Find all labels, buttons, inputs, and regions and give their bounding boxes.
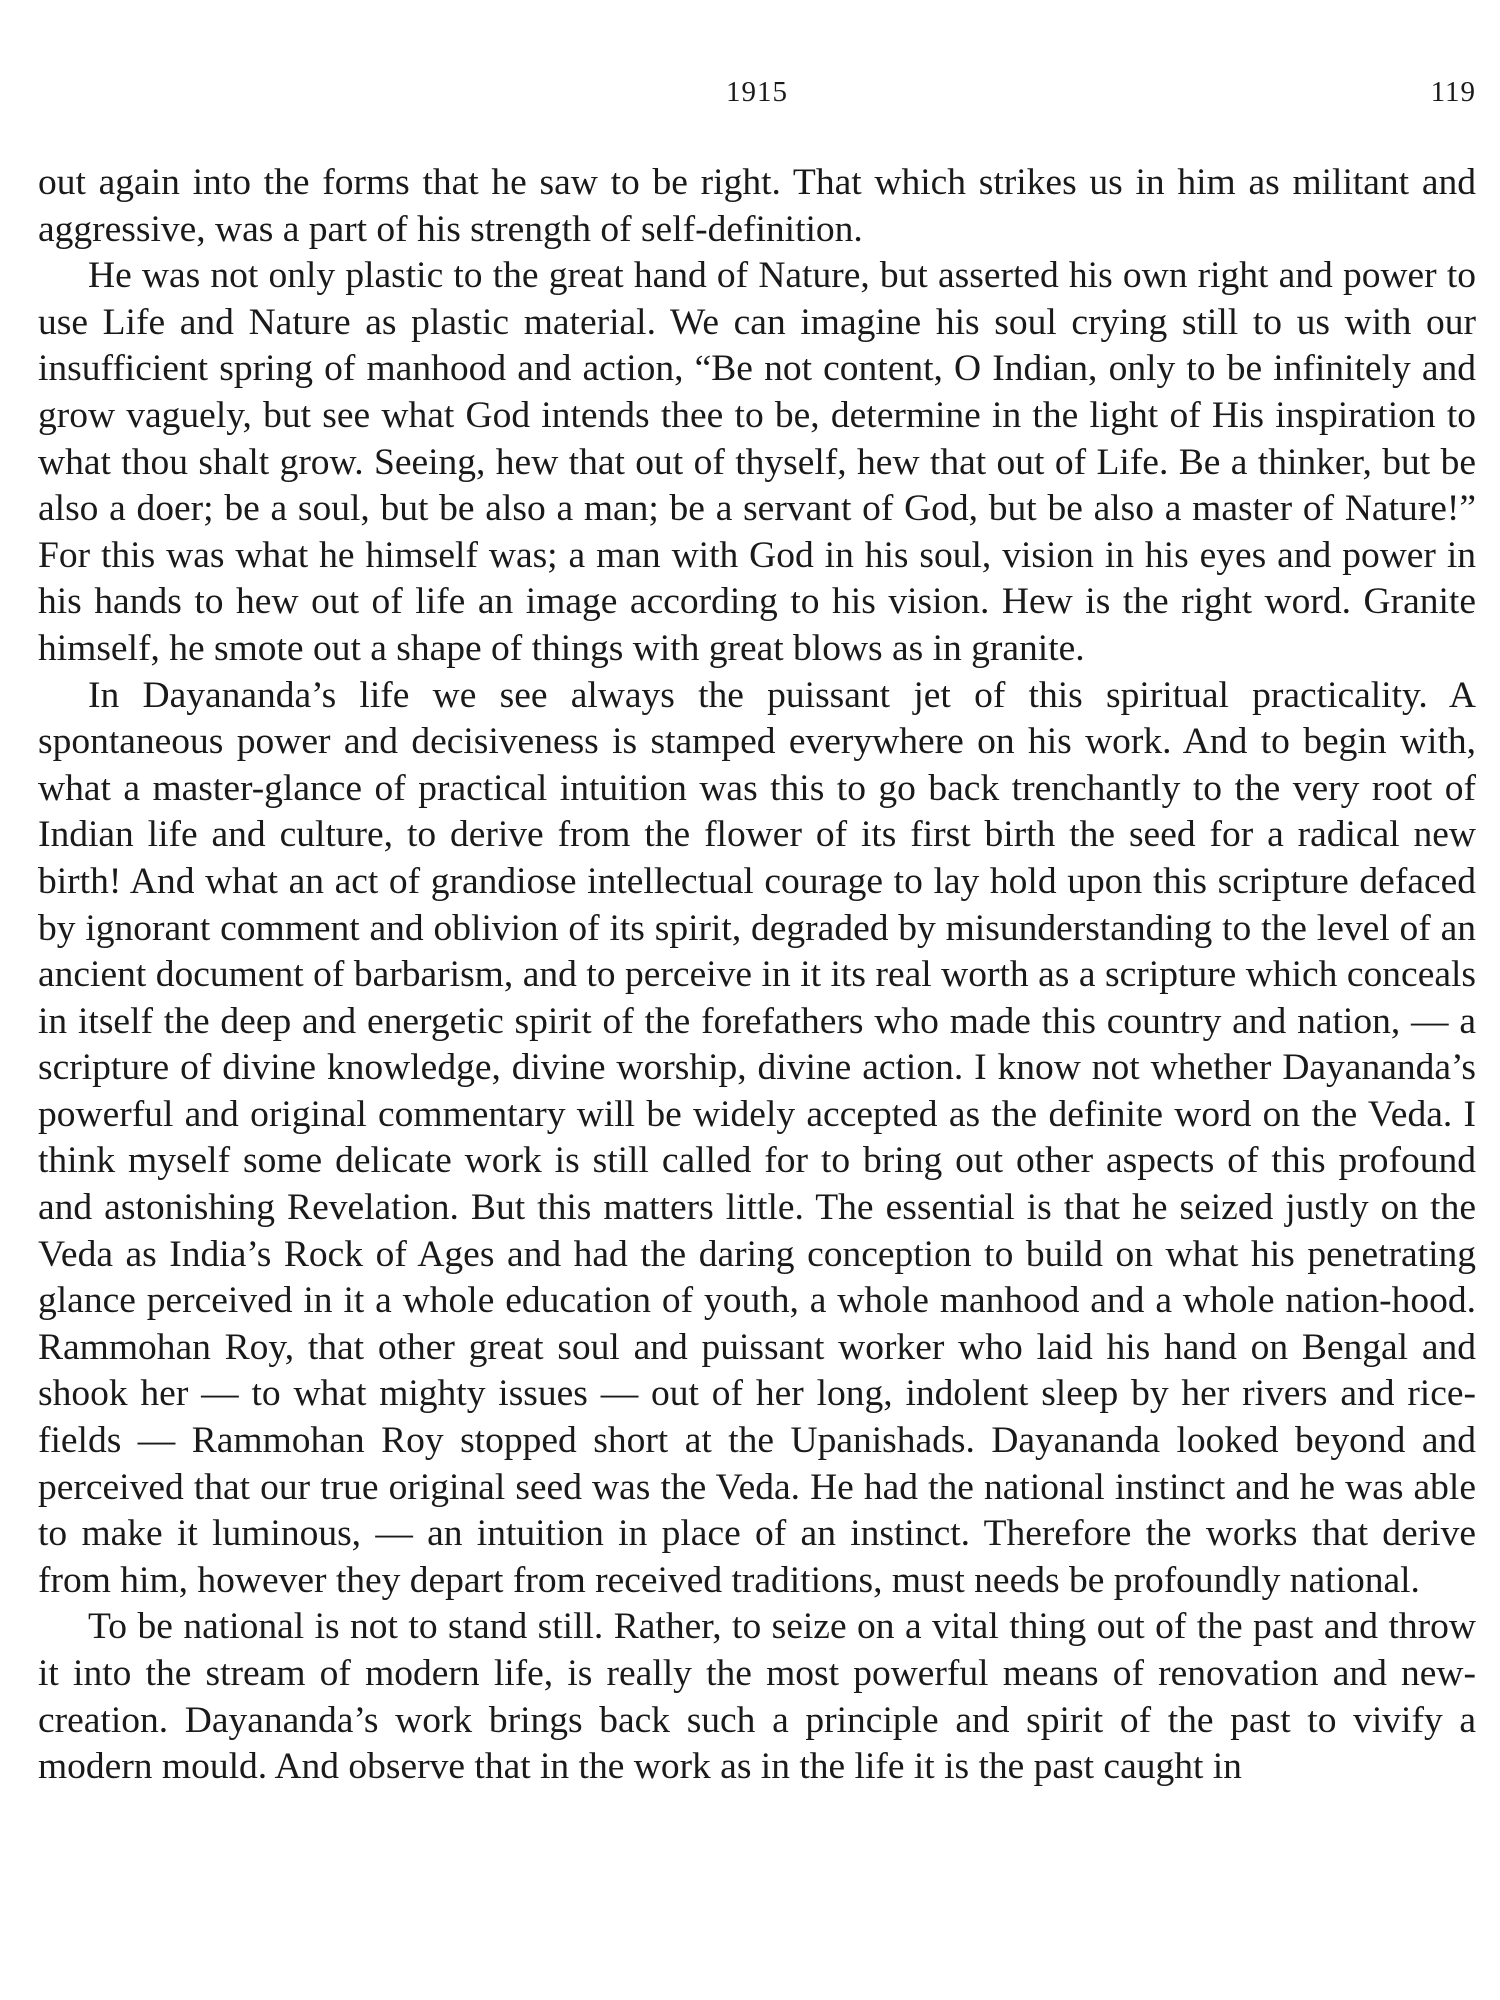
header-year: 1915 xyxy=(726,76,788,108)
running-header xyxy=(38,72,1476,112)
page-number: 119 xyxy=(1430,76,1476,108)
paragraph-plastic-nature: He was not only plastic to the great hand of Nature, but asserted his own right and power to use Life and Nature as plastic material. We can imagine his soul crying still to us with our insufficient spring of manhood and action, “Be not content, O Indian, only to be infinitely and grow vaguely, but see what God intends thee to be, determine in the light of His inspiration to what thou shalt grow. Seeing, hew that out of thyself, hew that out of Life. Be a thinker, but be also a doer; be a soul, but be also a man; be a servant of God, but be also a master of Nature!” For this was what he himself was; a man with God in his soul, vision in his eyes and power in his hands to hew out of life an image according to his vision. Hew is the right word. Granite himself, he smote out a shape of things with great blows as in granite. xyxy=(38,255,1476,669)
paragraph-dayananda-life: In Dayananda’s life we see always the puissant jet of this spiritual practicality. A spontaneous power and decisiveness is stamped everywhere on his work. And to begin with, what a master-glance of practical intuition was this to go back trenchantly to the very root of Indian life and culture, to derive from the flower of its first birth the seed for a radical new birth! And what an act of grandiose intellectual courage to lay hold upon this scripture defaced by ignorant comment and oblivion of its spirit, degraded by misunderstanding to the level of an ancient document of barbarism, and to perceive in it its real worth as a scripture which conceals in itself the deep and energetic spirit of the forefathers who made this country and nation, — a scripture of divine knowledge, divine worship, divine action. I know not whether Dayananda’s powerful and original commentary will be widely accepted as the definite word on the Veda. I think myself some delicate work is still called for to bring out other aspects of this profound and astonishing Revelation. But this matters little. The essential is that he seized justly on the Veda as India’s Rock of Ages and had the daring conception to build on what his penetrating glance perceived in it a whole education of youth, a whole manhood and a whole nation-hood. Rammohan Roy, that other great soul and puissant worker who laid his hand on Bengal and shook her — to what mighty issues — out of her long, indolent sleep by her rivers and rice-fields — Rammohan Roy stopped short at the Upanishads. Dayananda looked beyond and perceived that our true original seed was the Veda. He had the national instinct and he was able to make it luminous, — an intuition in place of an instinct. Therefore the works that derive from him, however they depart from received traditions, must needs be profoundly national. xyxy=(38,674,1476,1601)
body-text xyxy=(38,160,1476,1791)
paragraph-continuation: out again into the forms that he saw to be right. That which strikes us in him as militant and aggressive, was a part of his strength of self-definition. xyxy=(38,162,1476,250)
paragraph-to-be-national: To be national is not to stand still. Rather, to seize on a vital thing out of the past and throw it into the stream of modern life, is really the most powerful means of renovation and new-creation. Dayananda’s work brings back such a principle and spirit of the past to vivify a modern mould. And observe that in the work as in the life it is the past caught in xyxy=(38,1606,1476,1788)
